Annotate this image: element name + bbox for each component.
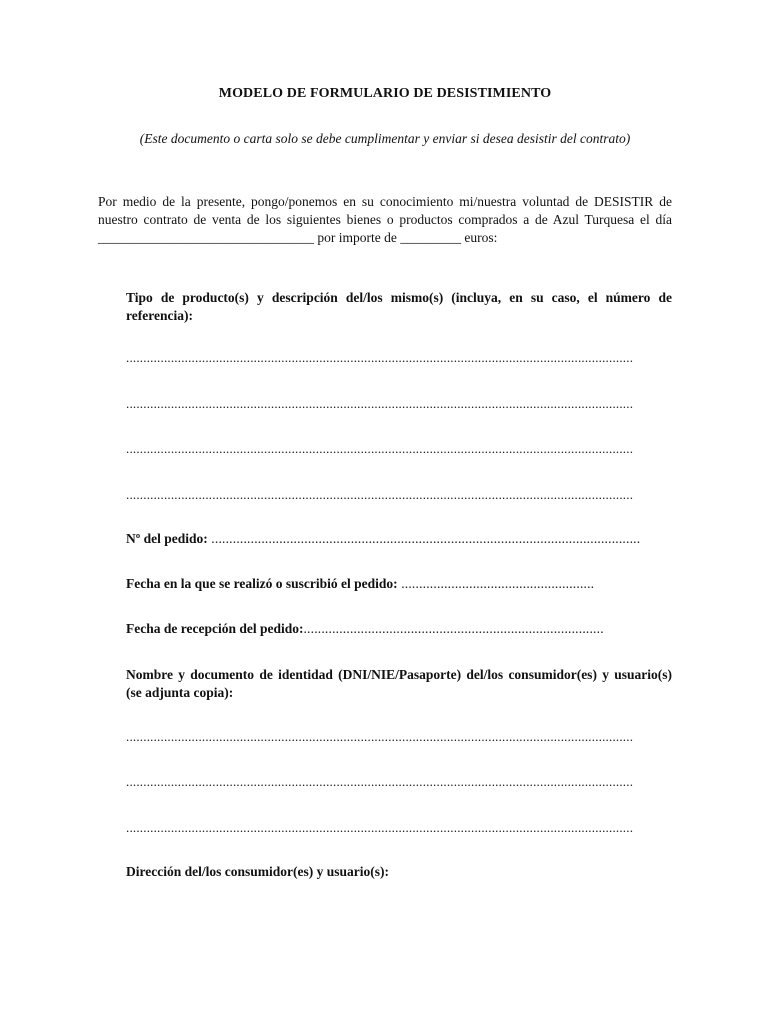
address-heading: Dirección del/los consumidor(es) y usuario(s): <box>126 864 389 879</box>
document-title: MODELO DE FORMULARIO DE DESISTIMIENTO <box>218 86 552 101</box>
order-number-field <box>126 531 672 547</box>
reception-date-blank: .................................................................................... <box>303 621 604 636</box>
product-description-line-1: ................................................................................................................................................... <box>126 350 634 365</box>
reception-date-label: Fecha de recepción del pedido: <box>126 621 304 636</box>
intro-paragraph: Por medio de la presente, pongo/ponemos en su conocimiento mi/nuestra voluntad de DESISTIR de nuestro contrato de venta de los siguientes bienes o productos comprados a de Azul Turquesa el día ________________________________ por importe de _________ euros: <box>98 194 672 245</box>
reception-date-field <box>126 621 672 637</box>
identity-line-1: ................................................................................................................................................... <box>126 729 634 744</box>
product-description-line-3: ................................................................................................................................................... <box>126 441 634 456</box>
product-description-heading: Tipo de producto(s) y descripción del/los mismo(s) (incluya, en su caso, el número de referencia): <box>126 290 672 323</box>
order-date-blank: ...................................................... <box>397 576 595 591</box>
identity-line-2: ................................................................................................................................................... <box>126 774 634 789</box>
document-subtitle: (Este documento o carta solo se debe cumplimentar y enviar si desea desistir del contrato) <box>139 131 631 146</box>
order-number-blank: ........................................................................................................................ <box>207 531 641 546</box>
identity-line-3: ................................................................................................................................................... <box>126 820 634 835</box>
order-date-field <box>126 576 672 592</box>
identity-heading: Nombre y documento de identidad (DNI/NIE/Pasaporte) del/los consumidor(es) y usuario(s) (se adjunta copia): <box>126 667 672 700</box>
order-date-label: Fecha en la que se realizó o suscribió el pedido: <box>126 576 398 591</box>
product-description-line-4: ................................................................................................................................................... <box>126 487 634 502</box>
order-number-label: Nº del pedido: <box>126 531 208 546</box>
product-description-line-2: ................................................................................................................................................... <box>126 396 634 411</box>
